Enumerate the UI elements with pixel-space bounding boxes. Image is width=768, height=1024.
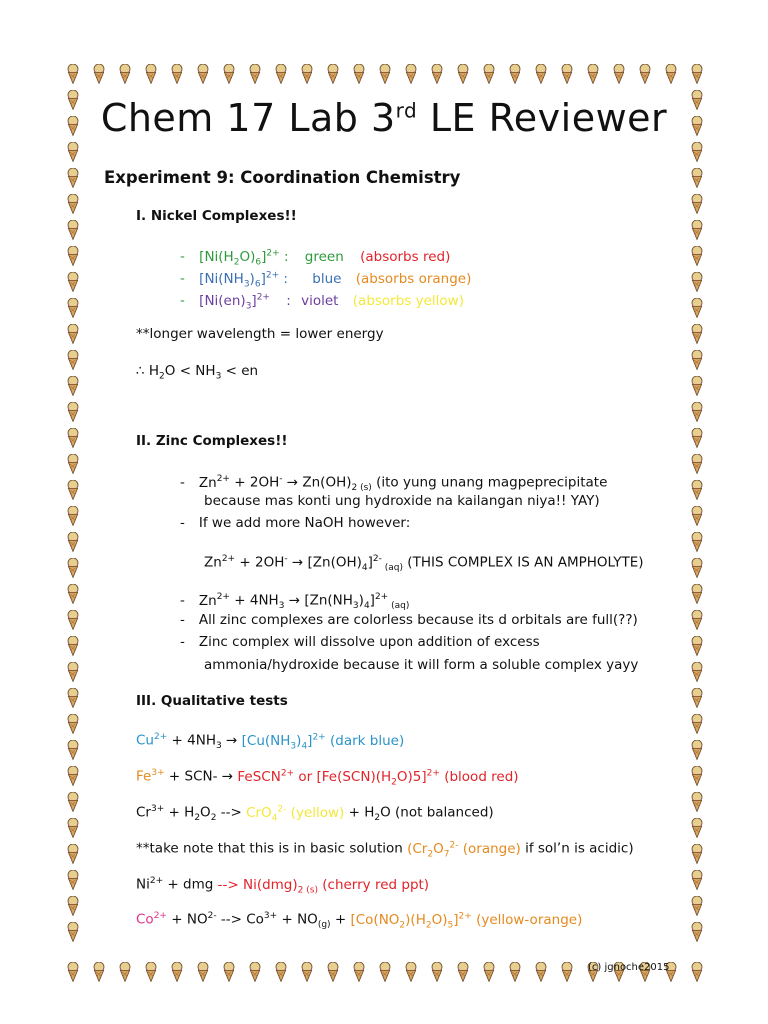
zinc-line-2: because mas konti ung hydroxide na kailangan niya!! YAY) xyxy=(204,493,600,509)
ice-cream-cone-icon xyxy=(690,480,704,500)
ice-cream-cone-icon xyxy=(690,766,704,786)
ice-cream-cone-icon xyxy=(248,64,262,84)
qual-cr: $Cr^{3+} + H_2O_2$ --> CrO$_4^{2-}$ (yellow) + $H_2O$ (not balanced) xyxy=(136,804,494,824)
ice-cream-cone-icon xyxy=(66,246,80,266)
ice-cream-cone-icon xyxy=(66,870,80,890)
ice-cream-cone-icon xyxy=(222,962,236,982)
ice-cream-cone-icon xyxy=(274,962,288,982)
ice-cream-cone-icon xyxy=(66,766,80,786)
ice-cream-cone-icon xyxy=(690,584,704,604)
ice-cream-cone-icon xyxy=(664,64,678,84)
ice-cream-cone-icon xyxy=(690,636,704,656)
ice-cream-cone-icon xyxy=(690,610,704,630)
ice-cream-cone-icon xyxy=(66,506,80,526)
ice-cream-cone-icon xyxy=(586,64,600,84)
ice-cream-cone-icon xyxy=(534,962,548,982)
ice-cream-cone-icon xyxy=(326,64,340,84)
ice-cream-cone-icon xyxy=(66,428,80,448)
ice-cream-cone-icon xyxy=(690,922,704,942)
ice-cream-cone-icon xyxy=(92,962,106,982)
ice-cream-cone-icon xyxy=(690,818,704,838)
ice-cream-cone-icon xyxy=(66,194,80,214)
zinc-line-8: ammonia/hydroxide because it will form a soluble complex yayy xyxy=(204,657,639,673)
ice-cream-cone-icon xyxy=(66,532,80,552)
ice-cream-cone-icon xyxy=(66,402,80,422)
ice-cream-cone-icon xyxy=(66,142,80,162)
page-title: Chem 17 Lab 3rd LE Reviewer xyxy=(100,96,668,140)
ice-cream-cone-icon xyxy=(404,962,418,982)
ice-cream-cone-icon xyxy=(690,896,704,916)
ice-cream-cone-icon xyxy=(66,662,80,682)
ice-cream-cone-icon xyxy=(690,376,704,396)
ice-cream-cone-icon xyxy=(66,376,80,396)
ice-cream-cone-icon xyxy=(66,558,80,578)
ice-cream-cone-icon xyxy=(690,870,704,890)
nickel-heading: I. Nickel Complexes!! xyxy=(136,208,297,224)
qual-fe: $Fe^{3+} + SCN-$ → FeSCN$^{2+}$ or $[Fe(SCN)(H_2O)5]^{2+}$ (blood red) xyxy=(136,768,519,788)
ice-cream-cone-icon xyxy=(690,246,704,266)
ice-cream-cone-icon xyxy=(300,962,314,982)
ice-cream-cone-icon xyxy=(690,168,704,188)
nickel-item-3: - $[Ni(en)_3]^{2+}$ : violet (absorbs yellow) xyxy=(180,292,464,312)
ice-cream-cone-icon xyxy=(690,506,704,526)
ice-cream-cone-icon xyxy=(378,64,392,84)
ice-cream-cone-icon xyxy=(66,610,80,630)
ice-cream-cone-icon xyxy=(612,64,626,84)
ice-cream-cone-icon xyxy=(482,64,496,84)
ice-cream-cone-icon xyxy=(300,64,314,84)
ice-cream-cone-icon xyxy=(66,714,80,734)
zinc-line-1: - $Zn^{2+} + 2OH^- \to Zn(OH)_{2 (s)}$ (ito yung unang magpeprecipitate xyxy=(180,474,608,494)
ice-cream-cone-icon xyxy=(482,962,496,982)
ice-cream-cone-icon xyxy=(690,454,704,474)
ice-cream-cone-icon xyxy=(690,272,704,292)
ice-cream-cone-icon xyxy=(144,962,158,982)
ice-cream-cone-icon xyxy=(690,220,704,240)
ice-cream-cone-icon xyxy=(430,64,444,84)
ice-cream-cone-icon xyxy=(352,962,366,982)
ice-cream-cone-icon xyxy=(560,64,574,84)
ice-cream-cone-icon xyxy=(690,350,704,370)
ice-cream-cone-icon xyxy=(196,64,210,84)
ice-cream-cone-icon xyxy=(170,64,184,84)
ice-cream-cone-icon xyxy=(690,792,704,812)
ice-cream-cone-icon xyxy=(560,962,574,982)
ice-cream-cone-icon xyxy=(378,962,392,982)
ice-cream-cone-icon xyxy=(690,714,704,734)
ice-cream-cone-icon xyxy=(66,272,80,292)
ice-cream-cone-icon xyxy=(274,64,288,84)
ice-cream-cone-icon xyxy=(196,962,210,982)
ice-cream-cone-icon xyxy=(690,962,704,982)
ice-cream-cone-icon xyxy=(66,688,80,708)
ice-cream-cone-icon xyxy=(144,64,158,84)
ice-cream-cone-icon xyxy=(66,636,80,656)
ice-cream-cone-icon xyxy=(92,64,106,84)
zinc-heading: II. Zinc Complexes!! xyxy=(136,433,288,449)
ice-cream-cone-icon xyxy=(66,922,80,942)
ice-cream-cone-icon xyxy=(66,168,80,188)
ice-cream-cone-icon xyxy=(326,962,340,982)
ice-cream-cone-icon xyxy=(66,792,80,812)
ice-cream-cone-icon xyxy=(638,64,652,84)
wavelength-note: **longer wavelength = lower energy xyxy=(136,326,384,342)
ice-cream-cone-icon xyxy=(66,480,80,500)
ice-cream-cone-icon xyxy=(66,64,80,84)
copyright: (c) jgnoche2015 xyxy=(588,962,670,973)
ice-cream-cone-icon xyxy=(690,532,704,552)
ice-cream-cone-icon xyxy=(508,962,522,982)
ice-cream-cone-icon xyxy=(690,844,704,864)
ice-cream-cone-icon xyxy=(690,324,704,344)
ice-cream-cone-icon xyxy=(690,558,704,578)
zinc-line-7: - Zinc complex will dissolve upon addition of excess xyxy=(180,634,540,650)
qual-note: **take note that this is in basic solution ($Cr_2O_7^{2-}$ (orange) if sol’n is acidic) xyxy=(136,840,634,860)
ice-cream-cone-icon xyxy=(690,740,704,760)
ice-cream-cone-icon xyxy=(66,298,80,318)
ice-cream-cone-icon xyxy=(170,962,184,982)
ice-cream-cone-icon xyxy=(248,962,262,982)
ice-cream-cone-icon xyxy=(118,64,132,84)
ice-cream-cone-icon xyxy=(352,64,366,84)
ice-cream-cone-icon xyxy=(66,350,80,370)
ice-cream-cone-icon xyxy=(66,740,80,760)
zinc-line-3: - If we add more NaOH however: xyxy=(180,515,411,531)
ice-cream-cone-icon xyxy=(690,402,704,422)
ice-cream-cone-icon xyxy=(690,64,704,84)
zinc-line-5: - $Zn^{2+} + 4NH_3 \to [Zn(NH_3)_4]^{2+}$ $_{(aq)}$ xyxy=(180,592,410,612)
qual-co: $Co^{2+} + NO^{2-}$ --> $Co^{3+} + NO_{(g)} + [Co(NO_2)(H_2O)_5]^{2+}$ (yellow-orange) xyxy=(136,911,583,931)
ice-cream-cone-icon xyxy=(508,64,522,84)
ice-cream-cone-icon xyxy=(66,220,80,240)
ice-cream-cone-icon xyxy=(66,844,80,864)
ligand-series: ∴ $H_2O < NH_3$ < en xyxy=(136,363,259,382)
ice-cream-cone-icon xyxy=(690,142,704,162)
qual-ni: $Ni^{2+}$ + dmg --> $Ni(dmg)_{2 (s)}$ (cherry red ppt) xyxy=(136,876,430,896)
ice-cream-cone-icon xyxy=(456,64,470,84)
ice-cream-cone-icon xyxy=(690,298,704,318)
zinc-line-4: $Zn^{2+} + 2OH^- \to [Zn(OH)_4]^{2-}$ $_{(aq)}$ (THIS COMPLEX IS AN AMPHOLYTE) xyxy=(204,554,644,574)
nickel-item-2: - $[Ni(NH_3)_6]^{2+}$ : blue (absorbs orange) xyxy=(180,270,472,290)
ice-cream-cone-icon xyxy=(66,454,80,474)
nickel-item-1: - $[Ni(H_2O)_6]^{2+}$ : green (absorbs red) xyxy=(180,248,451,268)
ice-cream-cone-icon xyxy=(66,818,80,838)
qual-cu: $Cu^{2+} + 4NH_3 \to [Cu(NH_3)_4]^{2+}$ (dark blue) xyxy=(136,732,405,752)
ice-cream-cone-icon xyxy=(690,428,704,448)
ice-cream-cone-icon xyxy=(66,324,80,344)
qual-heading: III. Qualitative tests xyxy=(136,693,288,709)
ice-cream-cone-icon xyxy=(456,962,470,982)
zinc-line-6: - All zinc complexes are colorless because its d orbitals are full(??) xyxy=(180,612,638,628)
ice-cream-cone-icon xyxy=(66,584,80,604)
experiment-heading: Experiment 9: Coordination Chemistry xyxy=(104,168,461,187)
ice-cream-cone-icon xyxy=(690,662,704,682)
ice-cream-cone-icon xyxy=(222,64,236,84)
ice-cream-cone-icon xyxy=(690,194,704,214)
ice-cream-cone-icon xyxy=(430,962,444,982)
ice-cream-cone-icon xyxy=(690,688,704,708)
ice-cream-cone-icon xyxy=(404,64,418,84)
ice-cream-cone-icon xyxy=(118,962,132,982)
ice-cream-cone-icon xyxy=(534,64,548,84)
ice-cream-cone-icon xyxy=(66,896,80,916)
ice-cream-cone-icon xyxy=(66,962,80,982)
